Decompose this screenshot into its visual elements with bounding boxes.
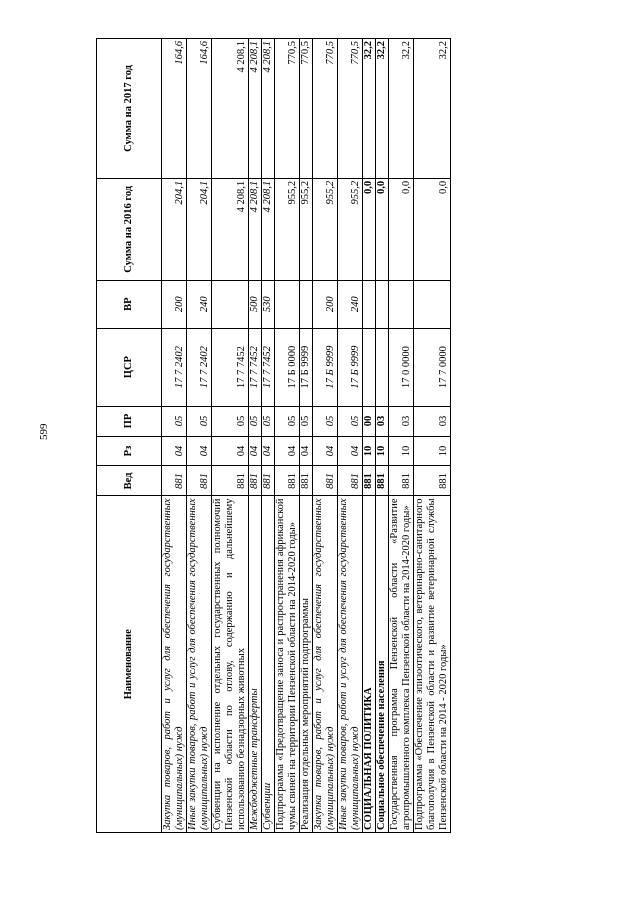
budget-table xyxy=(96,38,451,833)
cell-ved: 881 xyxy=(376,466,389,496)
cell-name: Межбюджетные трансферты xyxy=(249,496,262,833)
cell-rz: 04 xyxy=(262,436,275,466)
cell-pr: 05 xyxy=(212,406,249,436)
cell-ved: 881 xyxy=(414,466,451,496)
cell-sum-2017: 32,2 xyxy=(389,39,414,179)
cell-rz: 04 xyxy=(187,436,212,466)
table-header-row xyxy=(97,39,162,833)
cell-sum-2016: 0,0 xyxy=(414,178,451,280)
cell-name: Подпрограмма «Обеспечение эпизоотического, ветеринарно-санитарного благополучия в Пензенской области и развитие ветеринарной службы Пензенской области на 2014 - 2020 годы» xyxy=(414,496,451,833)
cell-sum-2017: 32,2 xyxy=(414,39,451,179)
cell-name: Закупка товаров, работ и услуг для обеспечения государственных (муниципальных) нужд xyxy=(313,496,338,833)
cell-vr: 530 xyxy=(262,280,275,328)
cell-vr: 240 xyxy=(187,280,212,328)
cell-ved: 881 xyxy=(313,466,338,496)
cell-sum-2016: 955,2 xyxy=(338,178,363,280)
cell-rz: 10 xyxy=(389,436,414,466)
header-ved: Вед xyxy=(97,466,162,496)
cell-sum-2017: 32,2 xyxy=(376,39,389,179)
cell-pr: 03 xyxy=(376,406,389,436)
cell-name: Иные закупки товаров, работ и услуг для обеспечения государственных (муниципальных) нужд xyxy=(338,496,363,833)
cell-rz: 04 xyxy=(249,436,262,466)
table-row xyxy=(300,39,313,833)
cell-vr xyxy=(376,280,389,328)
cell-pr: 05 xyxy=(338,406,363,436)
cell-name: СОЦИАЛЬНАЯ ПОЛИТИКА xyxy=(363,496,376,833)
cell-csr: 17 7 7452 xyxy=(212,328,249,406)
cell-sum-2017: 770,5 xyxy=(300,39,313,179)
cell-sum-2016: 955,2 xyxy=(300,178,313,280)
cell-rz: 04 xyxy=(275,436,300,466)
cell-vr: 200 xyxy=(162,280,187,328)
cell-pr: 05 xyxy=(162,406,187,436)
cell-pr: 03 xyxy=(389,406,414,436)
table-row xyxy=(389,39,414,833)
table-row xyxy=(338,39,363,833)
cell-name: Субвенции на исполнение отдельных государственных полномочий Пензенской области по отлову, содержанию и дальнейшему использованию безнадзорных животных xyxy=(212,496,249,833)
cell-vr: 200 xyxy=(313,280,338,328)
cell-sum-2017: 770,5 xyxy=(338,39,363,179)
header-sum-2016: Сумма на 2016 год xyxy=(97,178,162,280)
cell-pr: 05 xyxy=(249,406,262,436)
cell-name: Социальное обеспечение населения xyxy=(376,496,389,833)
header-csr: ЦСР xyxy=(97,328,162,406)
cell-vr xyxy=(363,280,376,328)
cell-sum-2017: 164,6 xyxy=(187,39,212,179)
header-pr: ПР xyxy=(97,406,162,436)
cell-csr xyxy=(363,328,376,406)
cell-ved: 881 xyxy=(338,466,363,496)
cell-csr: 17 7 7452 xyxy=(262,328,275,406)
cell-name: Подпрограмма «Предотвращение заноса и распространения африканской чумы свиней на территории Пензенской области на 2014-2020 годы» xyxy=(275,496,300,833)
table-row xyxy=(363,39,376,833)
cell-sum-2016: 0,0 xyxy=(376,178,389,280)
cell-ved: 881 xyxy=(249,466,262,496)
cell-name: Субвенции xyxy=(262,496,275,833)
cell-csr: 17 Б 0000 xyxy=(275,328,300,406)
table-row xyxy=(249,39,262,833)
cell-vr xyxy=(275,280,300,328)
header-rz: Рз xyxy=(97,436,162,466)
table-row xyxy=(376,39,389,833)
cell-sum-2016: 204,1 xyxy=(187,178,212,280)
cell-sum-2017: 4 208,1 xyxy=(249,39,262,179)
cell-vr xyxy=(389,280,414,328)
cell-pr: 05 xyxy=(187,406,212,436)
cell-sum-2017: 4 208,1 xyxy=(212,39,249,179)
cell-rz: 04 xyxy=(313,436,338,466)
header-vr: ВР xyxy=(97,280,162,328)
cell-rz: 10 xyxy=(363,436,376,466)
cell-ved: 881 xyxy=(262,466,275,496)
cell-rz: 10 xyxy=(376,436,389,466)
cell-name: Иные закупки товаров, работ и услуг для обеспечения государственных (муниципальных) нужд xyxy=(187,496,212,833)
cell-vr xyxy=(212,280,249,328)
cell-ved: 881 xyxy=(212,466,249,496)
cell-pr: 05 xyxy=(313,406,338,436)
cell-pr: 05 xyxy=(300,406,313,436)
cell-sum-2016: 204,1 xyxy=(162,178,187,280)
cell-pr: 05 xyxy=(262,406,275,436)
cell-rz: 04 xyxy=(212,436,249,466)
table-row xyxy=(262,39,275,833)
cell-sum-2017: 770,5 xyxy=(313,39,338,179)
cell-sum-2017: 32,2 xyxy=(363,39,376,179)
cell-vr: 500 xyxy=(249,280,262,328)
cell-csr xyxy=(376,328,389,406)
cell-sum-2017: 770,5 xyxy=(275,39,300,179)
cell-ved: 881 xyxy=(363,466,376,496)
table-row xyxy=(212,39,249,833)
cell-csr: 17 7 0000 xyxy=(414,328,451,406)
table-row xyxy=(313,39,338,833)
cell-ved: 881 xyxy=(162,466,187,496)
cell-name: Закупка товаров, работ и услуг для обеспечения государственных (муниципальных) нужд xyxy=(162,496,187,833)
cell-sum-2016: 4 208,1 xyxy=(262,178,275,280)
cell-pr: 00 xyxy=(363,406,376,436)
cell-sum-2016: 4 208,1 xyxy=(212,178,249,280)
table-body xyxy=(162,39,451,833)
cell-csr: 17 7 2402 xyxy=(162,328,187,406)
cell-rz: 04 xyxy=(300,436,313,466)
cell-rz: 04 xyxy=(338,436,363,466)
cell-vr: 240 xyxy=(338,280,363,328)
cell-sum-2016: 955,2 xyxy=(275,178,300,280)
cell-sum-2016: 955,2 xyxy=(313,178,338,280)
cell-sum-2017: 4 208,1 xyxy=(262,39,275,179)
cell-csr: 17 7 2402 xyxy=(187,328,212,406)
cell-pr: 05 xyxy=(275,406,300,436)
page-number: 599 xyxy=(38,423,50,440)
cell-pr: 03 xyxy=(414,406,451,436)
cell-sum-2016: 0,0 xyxy=(389,178,414,280)
cell-sum-2016: 4 208,1 xyxy=(249,178,262,280)
table-row xyxy=(187,39,212,833)
cell-ved: 881 xyxy=(275,466,300,496)
cell-csr: 17 0 0000 xyxy=(389,328,414,406)
header-name: Наименование xyxy=(97,496,162,833)
header-sum-2017: Сумма на 2017 год xyxy=(97,39,162,179)
cell-ved: 881 xyxy=(389,466,414,496)
cell-sum-2017: 164,6 xyxy=(162,39,187,179)
cell-rz: 04 xyxy=(162,436,187,466)
rotated-table-container xyxy=(96,38,451,833)
cell-csr: 17 Б 9999 xyxy=(338,328,363,406)
cell-name: Реализация отдельных мероприятий подпрограммы xyxy=(300,496,313,833)
cell-vr xyxy=(414,280,451,328)
table-row xyxy=(275,39,300,833)
cell-csr: 17 7 7452 xyxy=(249,328,262,406)
table-row xyxy=(162,39,187,833)
cell-rz: 10 xyxy=(414,436,451,466)
cell-vr xyxy=(300,280,313,328)
cell-csr: 17 Б 9999 xyxy=(313,328,338,406)
cell-ved: 881 xyxy=(187,466,212,496)
cell-ved: 881 xyxy=(300,466,313,496)
table-row xyxy=(414,39,451,833)
cell-sum-2016: 0,0 xyxy=(363,178,376,280)
cell-name: Государственная программа Пензенской области «Развитие агропромышленного комплекса Пензенской области на 2014-2020 годы» xyxy=(389,496,414,833)
cell-csr: 17 Б 9999 xyxy=(300,328,313,406)
